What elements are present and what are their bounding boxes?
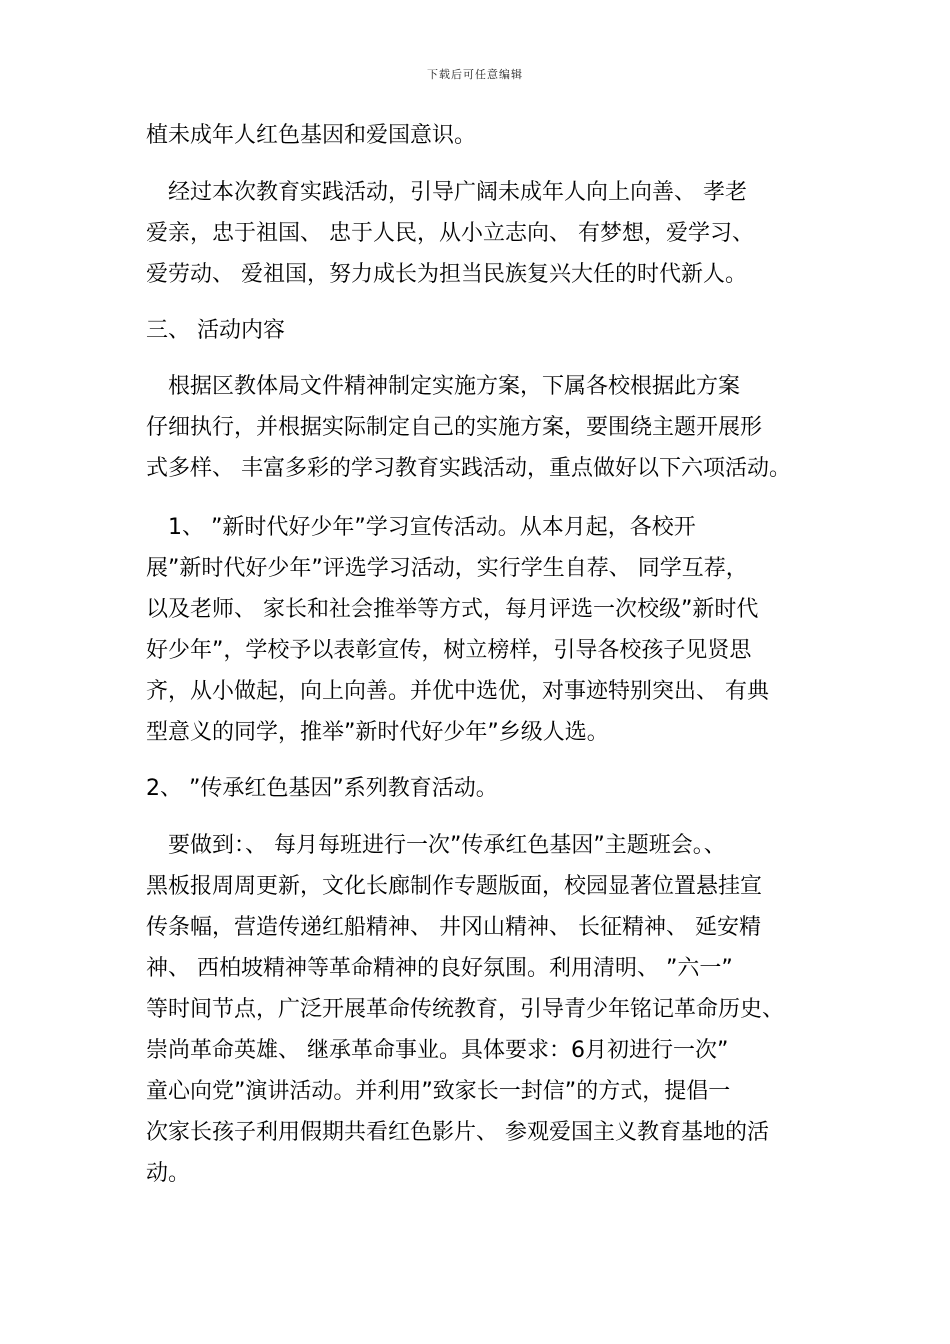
body-line: 爱亲，忠于祖国、 忠于人民，从小立志向、 有梦想，爱学习、 xyxy=(146,221,754,246)
body-line: 经过本次教育实践活动，引导广阔未成年人向上向善、 孝老 xyxy=(146,180,747,205)
body-line: 以及老师、 家长和社会推举等方式，每月评选一次校级”新时代 xyxy=(146,597,759,622)
body-line: 式多样、 丰富多彩的学习教育实践活动，重点做好以下六项活动。 xyxy=(146,456,791,481)
body-line: 齐，从小做起，向上向善。并优中选优，对事迹特别突出、 有典 xyxy=(146,679,769,704)
section-heading: 2、 ”传承红色基因”系列教育活动。 xyxy=(146,776,498,801)
body-line: 植未成年人红色基因和爱国意识。 xyxy=(146,123,477,148)
body-line: 神、 西柏坡精神等革命精神的良好氛围。利用清明、 ”六一” xyxy=(146,956,733,981)
body-line: 根据区教体局文件精神制定实施方案，下属各校根据此方案 xyxy=(146,374,741,399)
body-line: 黑板报周周更新，文化长廊制作专题版面，校园显著位置悬挂宣 xyxy=(146,874,763,899)
body-line: 要做到：、 每月每班进行一次”传承红色基因”主题班会。、 xyxy=(146,833,726,858)
body-line: 崇尚革命英雄、 继承革命事业。具体要求：6月初进行一次” xyxy=(146,1038,729,1063)
page-header: 下载后可任意编辑 xyxy=(427,68,523,81)
body-line: 型意义的同学，推举”新时代好少年”乡级人选。 xyxy=(146,720,609,745)
section-heading: 三、 活动内容 xyxy=(146,318,285,343)
body-line: 次家长孩子利用假期共看红色影片、 参观爱国主义教育基地的活 xyxy=(146,1120,769,1145)
body-line: 仔细执行，并根据实际制定自己的实施方案，要围绕主题开展形 xyxy=(146,415,763,440)
body-line: 等时间节点，广泛开展革命传统教育，引导青少年铭记革命历史、 xyxy=(146,997,785,1022)
body-line: 展”新时代好少年”评选学习活动，实行学生自荐、 同学互荐， xyxy=(146,556,748,581)
body-line: 好少年”，学校予以表彰宣传，树立榜样，引导各校孩子见贤思 xyxy=(146,638,752,663)
body-line: 爱劳动、 爱祖国，努力成长为担当民族复兴大任的时代新人。 xyxy=(146,262,747,287)
body-line: 传条幅，营造传递红船精神、 井冈山精神、 长征精神、 延安精 xyxy=(146,915,761,940)
body-line: 动。 xyxy=(146,1161,191,1186)
body-line: 童心向党”演讲活动。并利用”致家长一封信”的方式，提倡一 xyxy=(146,1079,731,1104)
body-line: 1、 ”新时代好少年”学习宣传活动。从本月起，各校开 xyxy=(146,515,696,540)
